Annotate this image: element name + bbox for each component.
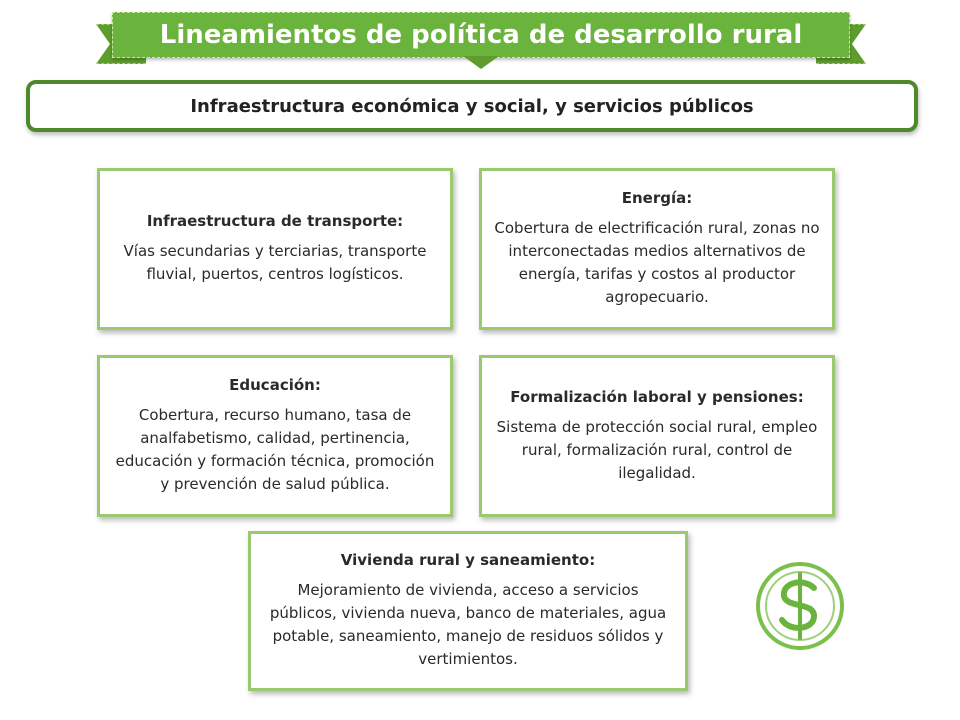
card-formalizacion [479, 355, 835, 517]
card-vivienda [248, 531, 688, 691]
card-transporte [97, 168, 453, 330]
subtitle-banner: Infraestructura económica y social, y servicios públicos [26, 80, 918, 132]
card-body: Cobertura, recurso humano, tasa de analfabetismo, calidad, pertinencia, educación y formación técnica, promoción y prevención de salud pública. [115, 406, 435, 493]
card-body: Sistema de protección social rural, empleo rural, formalización rural, control de ilegalidad. [496, 417, 818, 482]
card-title: Educación: [229, 376, 321, 394]
card-body: Mejoramiento de vivienda, acceso a servicios públicos, vivienda nueva, banco de materiales, agua potable, saneamiento, manejo de residuos sólidos y vertimientos. [269, 581, 667, 668]
card-educacion [97, 355, 453, 517]
card-body: Cobertura de electrificación rural, zonas no interconectadas medios alternativos de energía, tarifas y costos al productor agropecuario. [494, 219, 820, 306]
card-energia [479, 168, 835, 330]
card-body: Vías secundarias y terciarias, transporte fluvial, puertos, centros logísticos. [123, 242, 427, 283]
card-title: Infraestructura de transporte: [146, 212, 404, 230]
dollar-coin-icon [752, 558, 848, 654]
card-title: Vivienda rural y saneamiento: [340, 551, 596, 569]
ribbon-pointer [463, 56, 499, 69]
card-title: Energía: [621, 189, 693, 207]
card-title: Formalización laboral y pensiones: [510, 387, 804, 406]
title-ribbon [96, 12, 866, 72]
page-title: Lineamientos de política de desarrollo rural [112, 12, 850, 58]
